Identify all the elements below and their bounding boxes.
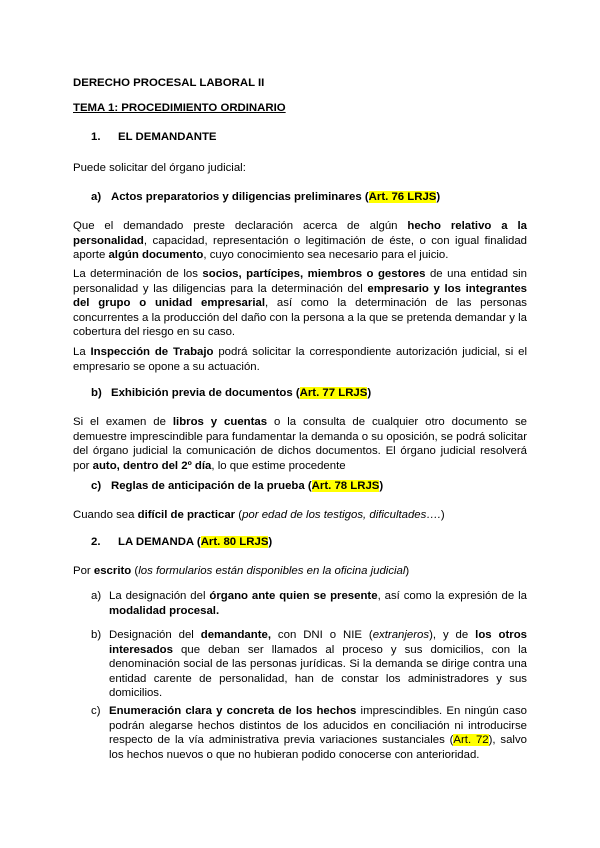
text: o la consulta de cualquier otro documento se demuestre imprescindible para fundamentar la demanda o su oposición, se podrá solicitar del órgano judicial la comunicación de dichos documentos. El órgano judicial resolverá por [73,416,527,472]
subsection-b-label: Exhibición previa de documentos ( [111,387,300,399]
text: imprescindibles. En ningún caso podrán alegarse hechos distintos de los aducidos en conciliación ni introducirse respecto de la vía administrativa previa variaciones sustanciales ( [109,705,527,747]
section-2-heading [91,535,527,550]
text: La designación del [109,590,210,602]
bold-text: algún documento [108,249,204,262]
close-paren: ) [436,191,441,203]
italic-text: por edad de los testigos, dificultades…. [242,509,441,521]
subsection-c-label: Reglas de anticipación de la prueba ( [111,480,312,492]
art-80-ref: Art. 80 LRJS [200,536,269,548]
close-paren: ) [367,387,372,399]
section-1-heading [91,130,527,145]
paragraph-socios [73,267,527,340]
bold-text: Enumeración clara y concreta de los hechos [109,705,357,717]
bold-text: auto, dentro del 2º día [92,459,212,472]
paragraph-inspeccion [73,345,527,374]
text: , así como la determinación de las personas concurrentes a la producción del daño con la persona a la que se pretenda demandar y la cobertura del riesgo en su caso. [73,297,528,339]
subsection-a-marker: a) [91,191,102,203]
close-paren: ) [379,480,384,492]
art-76-ref: Art. 76 LRJS [368,191,437,203]
bold-text: escrito [93,565,132,577]
list-item-a [91,589,527,618]
bold-text: socios, partícipes, miembros o gestores [202,268,426,280]
bold-text: hecho relativo a la personalidad [73,220,527,247]
bold-text: modalidad procesal. [109,604,220,617]
subsection-b-heading [91,386,527,401]
art-77-ref: Art. 77 LRJS [299,387,368,399]
subsection-c-heading [91,479,527,494]
text: ( [235,509,243,521]
text: Que el demandado preste declaración acerca de algún [73,220,408,232]
bold-text: empresario y los integrantes del grupo o unidad empresarial [73,282,527,310]
subsection-b-marker: b) [91,387,102,399]
text: , capacidad, representación o legitimación de éste, o con igual finalidad aporte [73,234,527,262]
paragraph-libros [73,415,527,473]
section-1-number: 1. [91,131,101,143]
text: ), y de [429,629,476,641]
text: Si el examen de [73,416,173,428]
list-marker: a) [91,590,102,602]
italic-text: los formularios están disponibles en la oficina judicial [138,565,406,577]
subsection-a-label: Actos preparatorios y diligencias preliminares ( [111,191,369,203]
text: Por [73,565,94,577]
section-2-number: 2. [91,536,101,548]
doc-title: DERECHO PROCESAL LABORAL II [73,77,265,89]
text: ) [405,565,410,577]
paragraph-personalidad [73,219,527,263]
bold-text: Inspección de Trabajo [90,346,214,358]
text: Designación del [109,629,201,641]
paragraph-dificil [73,508,527,523]
text: ( [131,565,139,577]
text: , cuyo conocimiento sea necesario para el juicio. [203,249,449,262]
subsection-c-marker: c) [91,480,102,492]
text: que deban ser llamados al proceso y sus domicilios, con la denominación social de las personas jurídicas. Si la demanda se dirige contra una entidad carente de personalidad, han de constar los administradores y sus domicilios. [109,643,527,700]
tema-heading: TEMA 1: PROCEDIMIENTO ORDINARIO [73,102,286,114]
bold-text: demandante, [200,629,271,641]
paragraph-escrito [73,564,527,579]
text: podrá solicitar la correspondiente autorización judicial, si el empresario se opone a su actuación. [73,346,527,373]
intro-text: Puede solicitar del órgano judicial: [73,162,246,174]
text: La determinación de los [73,268,203,280]
list-item-c [91,704,527,762]
bold-text: órgano ante quien se presente [209,590,378,602]
section-2-label: LA DEMANDA ( [118,536,201,548]
text: ) [440,509,445,521]
list-marker: b) [91,629,102,641]
italic-text: extranjeros [372,629,430,641]
text: , lo que estime procedente [211,459,346,472]
list-item-b [91,628,527,701]
bold-text: libros y cuentas [172,416,268,428]
text: ), salvo los hechos nuevos o que no hubieran podido conocerse con anterioridad. [109,734,527,761]
text: con DNI o NIE ( [271,629,373,641]
text: , así como la expresión de la [377,590,527,602]
close-paren: ) [268,536,273,548]
list-marker: c) [91,705,101,717]
text: de una entidad sin personalidad y las diligencias para la determinación del [73,268,528,295]
art-72-ref: Art. 72 [453,734,489,747]
bold-text: los otros interesados [109,629,528,656]
text: La [73,346,91,358]
text: Cuando sea [73,509,138,521]
bold-text: difícil de practicar [137,509,236,521]
section-1-label: EL DEMANDANTE [118,131,217,143]
art-78-ref: Art. 78 LRJS [311,480,380,492]
subsection-a-heading [91,190,527,205]
